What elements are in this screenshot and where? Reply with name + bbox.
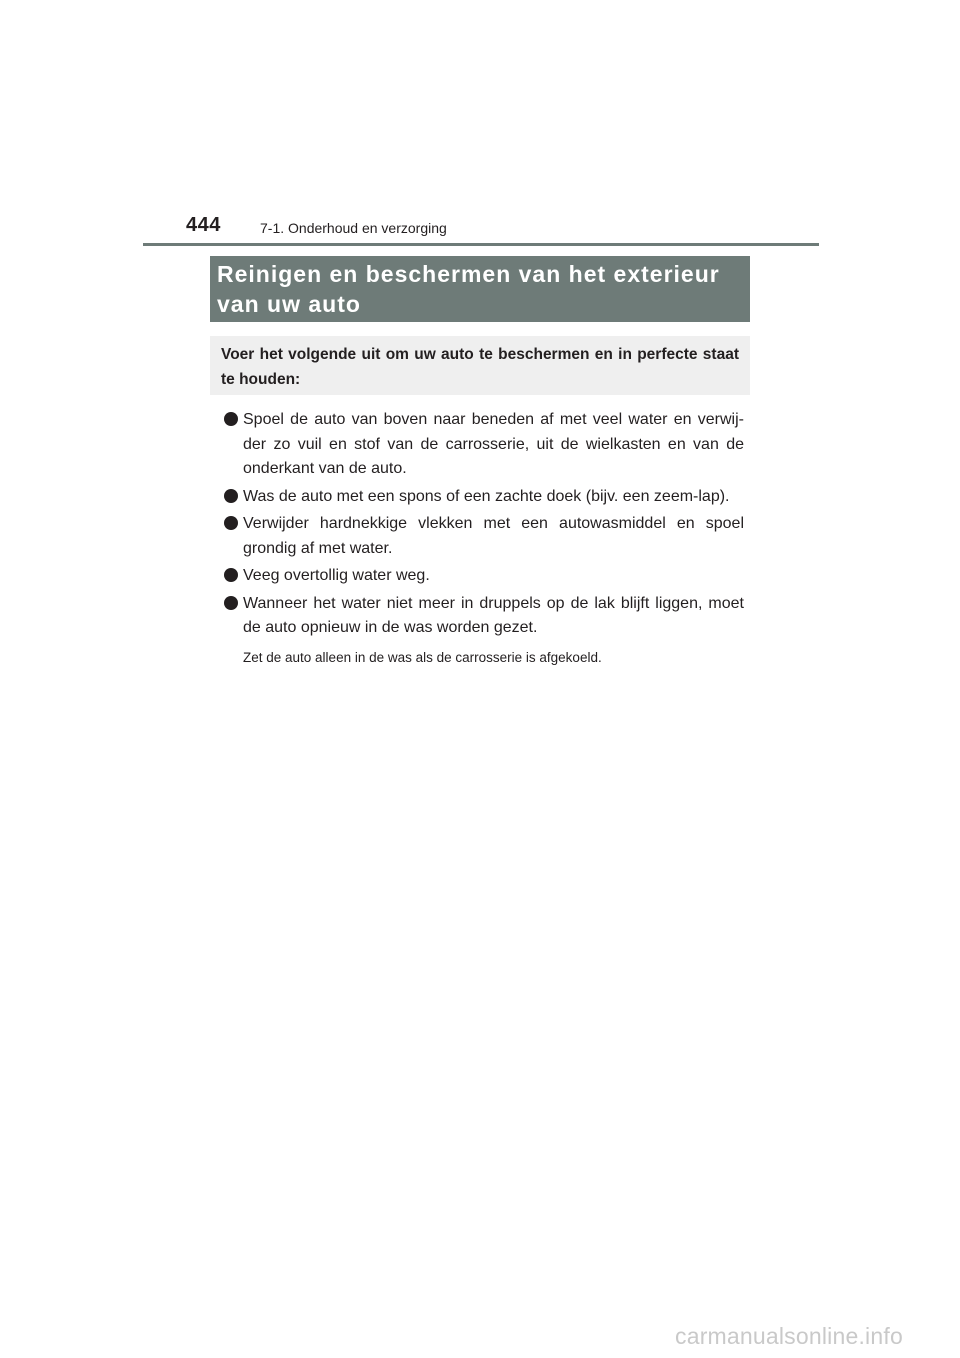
page-header <box>143 214 819 244</box>
header-divider <box>143 243 819 246</box>
list-item-text: Spoel de auto van boven naar beneden af met veel water en verwij-der zo vuil en stof van de carrosserie, uit de wielkasten en van de onderkant van de auto. <box>243 411 744 477</box>
instruction-list <box>224 408 744 644</box>
list-item <box>224 592 744 641</box>
bullet-icon <box>224 568 238 582</box>
bullet-icon <box>224 489 238 503</box>
list-item-text: Wanneer het water niet meer in druppels op de lak blijft liggen, moet de auto opnieuw in de was worden gezet. <box>243 594 744 636</box>
list-item-text: Verwijder hardnekkige vlekken met een autowasmiddel en spoel grondig af met water. <box>243 515 744 557</box>
list-item <box>224 512 744 561</box>
section-reference: 7-1. Onderhoud en verzorging <box>260 220 447 236</box>
bullet-icon <box>224 596 238 610</box>
page-number: 444 <box>186 214 221 236</box>
watermark: carmanualsonline.info <box>675 1323 903 1349</box>
page-title: Reinigen en beschermen van het exterieur van uw auto <box>217 261 720 317</box>
list-item <box>224 485 744 510</box>
section-title-banner <box>210 256 750 322</box>
bullet-icon <box>224 412 238 426</box>
list-item-text: Veeg overtollig water weg. <box>243 567 430 584</box>
intro-box <box>210 336 750 395</box>
list-item <box>224 564 744 589</box>
intro-text: Voer het volgende uit om uw auto te beschermen en in perfecte staat te houden: <box>221 346 739 388</box>
note-text: Zet de auto alleen in de was als de carrosserie is afgekoeld. <box>243 650 602 665</box>
list-item-text: Was de auto met een spons of een zachte doek (bijv. een zeem-lap). <box>243 487 730 505</box>
list-item <box>224 408 744 482</box>
bullet-icon <box>224 516 238 530</box>
